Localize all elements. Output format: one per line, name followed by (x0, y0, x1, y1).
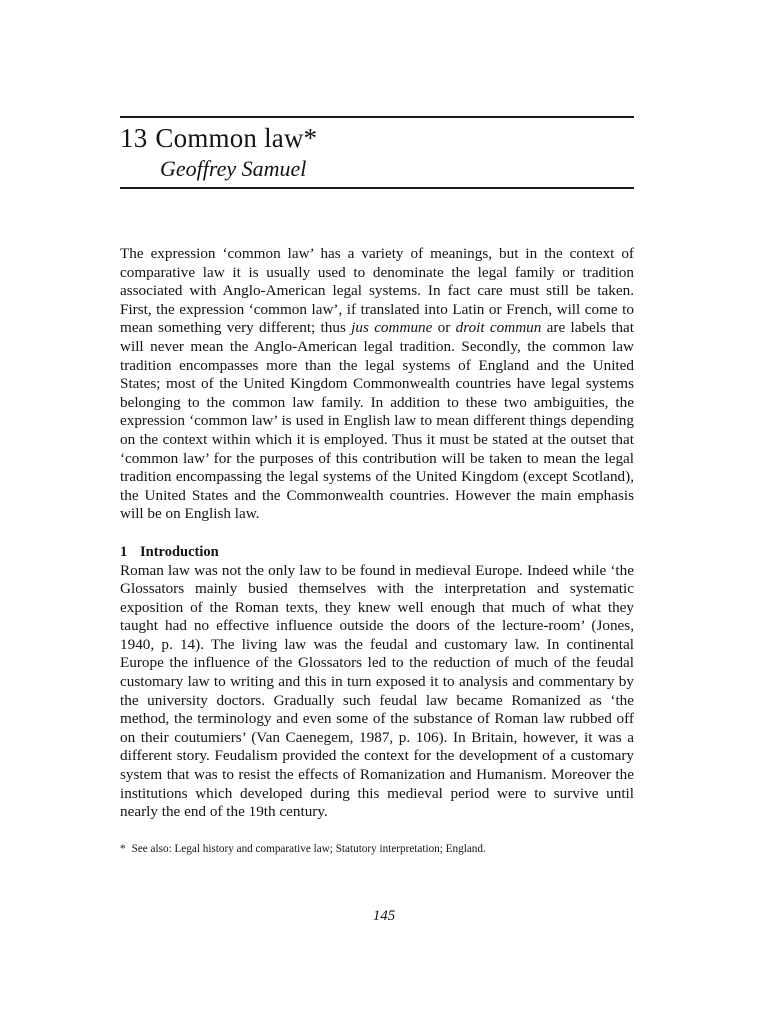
section-paragraph: Roman law was not the only law to be found in medieval Europe. Indeed while ‘the Glossators mainly busied themselves with the interpretation and systematic exposition of the Roman texts, they knew well enough that much of what they taught had no effective influence outside the doors of the lecture-room’ (Jones, 1940, p. 14). The living law was the feudal and customary law. In continental Europe the influence of the Glossators led to the reduction of much of the feudal customary law to writing and this in turn exposed it to analysis and commentary by the university doctors. Gradually such feudal law became Romanized as ‘the method, the terminology and even some of the substance of Roman law rubbed off on their coutumiers’ (Van Caenegem, 1987, p. 106). In Britain, however, it was a different story. Feudalism provided the context for the development of a customary system that was to resist the effects of Romanization and Humanism. Moreover the institutions which developed during this medieval period were to survive until nearly the end of the 19th century. (120, 561, 634, 821)
page-number: 145 (372, 908, 396, 924)
chapter-page (120, 116, 634, 856)
intro-paragraph (120, 245, 634, 524)
chapter-number: 13 (120, 123, 148, 153)
chapter-author: Geoffrey Samuel (160, 156, 307, 181)
intro-text-part-3: are labels that will never mean the Anglo-American legal tradition. Secondly, the common law tradition encompasses more than the legal systems of England and the United States; most of the United Kingdom Commonwealth countries have legal systems belonging to the common law family. In addition to these two ambiguities, the expression ‘common law’ is used in English law to mean different things depending on the context within which it is employed. Thus it must be stated at the outset that ‘common law’ for the purposes of this contribution will be taken to mean the legal tradition encompassing the legal systems of the United Kingdom (except Scotland), the United States and the Commonwealth countries. However the main emphasis will be on English law. (120, 319, 634, 523)
intro-text-part-2: or (432, 319, 456, 337)
intro-italic-droit-commun: droit commun (455, 319, 542, 337)
chapter-body (120, 245, 634, 822)
intro-text-part-1: The expression ‘common law’ has a variety of meanings, but in the context of comparative law it is usually used to denominate the legal family or tradition associated with Anglo-American legal systems. In fact care must still be taken. First, the expression ‘common law’, if translated into Latin or French, will come to mean something very different; thus (120, 245, 634, 337)
footnote-mark: * (120, 842, 126, 855)
header-bottom-rule (120, 187, 634, 189)
section-heading (120, 543, 634, 562)
footnote (120, 842, 634, 856)
chapter-header (120, 118, 634, 187)
intro-italic-jus-commune: jus commune (351, 319, 433, 337)
chapter-title (120, 122, 634, 155)
footnote-text: See also: Legal history and comparative law; Statutory interpretation; England. (131, 842, 486, 855)
section-title: Introduction (140, 543, 219, 560)
section-number: 1 (120, 543, 128, 560)
chapter-title-text: Common law* (155, 123, 318, 153)
